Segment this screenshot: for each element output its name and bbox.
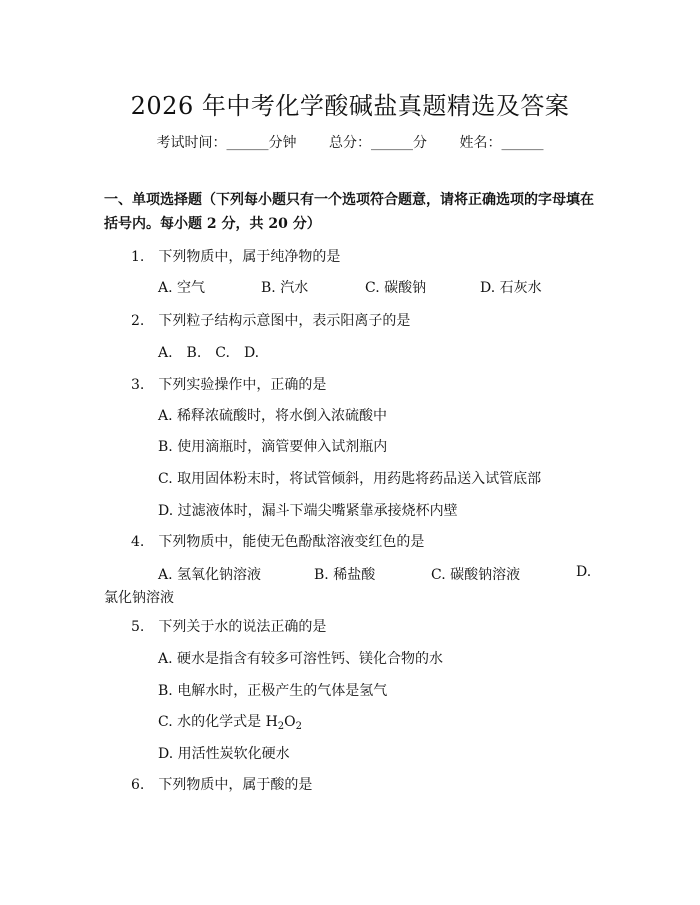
question-5-option-d: D. 用活性炭软化硬水 [158, 746, 290, 762]
question-4-stem: 4. 下列物质中，能使无色酚酞溶液变红色的是 [131, 534, 425, 550]
option-c: C. 碳酸钠 [365, 280, 427, 296]
question-1-stem: 1. 下列物质中，属于纯净物的是 [131, 249, 341, 265]
option-d: D. [576, 564, 592, 580]
formula-subscript: 2 [295, 721, 303, 732]
question-2-stem: 2. 下列粒子结构示意图中，表示阳离子的是 [131, 313, 411, 329]
exam-info [0, 132, 700, 152]
formula-subscript: 2 [277, 721, 285, 732]
section-heading: 一、单项选择题（下列每小题只有一个选项符合题意，请将正确选项的字母填在括号内。每小题 2 分，共 20 分） [104, 192, 594, 232]
question-6-stem: 6. 下列物质中，属于酸的是 [131, 777, 313, 793]
question-3-stem: 3. 下列实验操作中，正确的是 [131, 377, 327, 393]
option-a: A. 空气 [158, 280, 206, 296]
question-3-option-a: A. 稀释浓硫酸时，将水倒入浓硫酸中 [158, 408, 388, 424]
question-5-stem: 5. 下列关于水的说法正确的是 [131, 619, 327, 635]
exam-time-field: 考试时间：______分钟 [156, 135, 297, 151]
question-4-option-d-text: 氯化钠溶液 [104, 590, 174, 606]
option-d: D. 石灰水 [480, 280, 542, 296]
question-5-option-a: A. 硬水是指含有较多可溶性钙、镁化合物的水 [158, 651, 444, 667]
option-b: B. 汽水 [261, 280, 309, 296]
option-a: A. 氢氧化钠溶液 [158, 567, 262, 583]
question-5-option-c [158, 711, 302, 731]
question-3-option-b: B. 使用滴瓶时，滴管要伸入试剂瓶内 [158, 439, 388, 455]
question-2-options: A. B. C. D. [158, 345, 260, 361]
formula-element: O [284, 714, 296, 730]
student-name-field: 姓名：______ [459, 135, 544, 151]
question-3-option-d: D. 过滤液体时，漏斗下端尖嘴紧靠承接烧杯内壁 [158, 503, 458, 519]
water-formula-text: C. 水的化学式是 H [158, 714, 278, 730]
option-b: B. 稀盐酸 [314, 567, 376, 583]
document-title: 2026 年中考化学酸碱盐真题精选及答案 [130, 92, 570, 120]
option-c: C. 碳酸钠溶液 [431, 567, 521, 583]
question-5-option-b: B. 电解水时，正极产生的气体是氢气 [158, 683, 388, 699]
total-score-field: 总分：______分 [329, 135, 427, 151]
question-3-option-c: C. 取用固体粉末时，将试管倾斜，用药匙将药品送入试管底部 [158, 471, 542, 487]
